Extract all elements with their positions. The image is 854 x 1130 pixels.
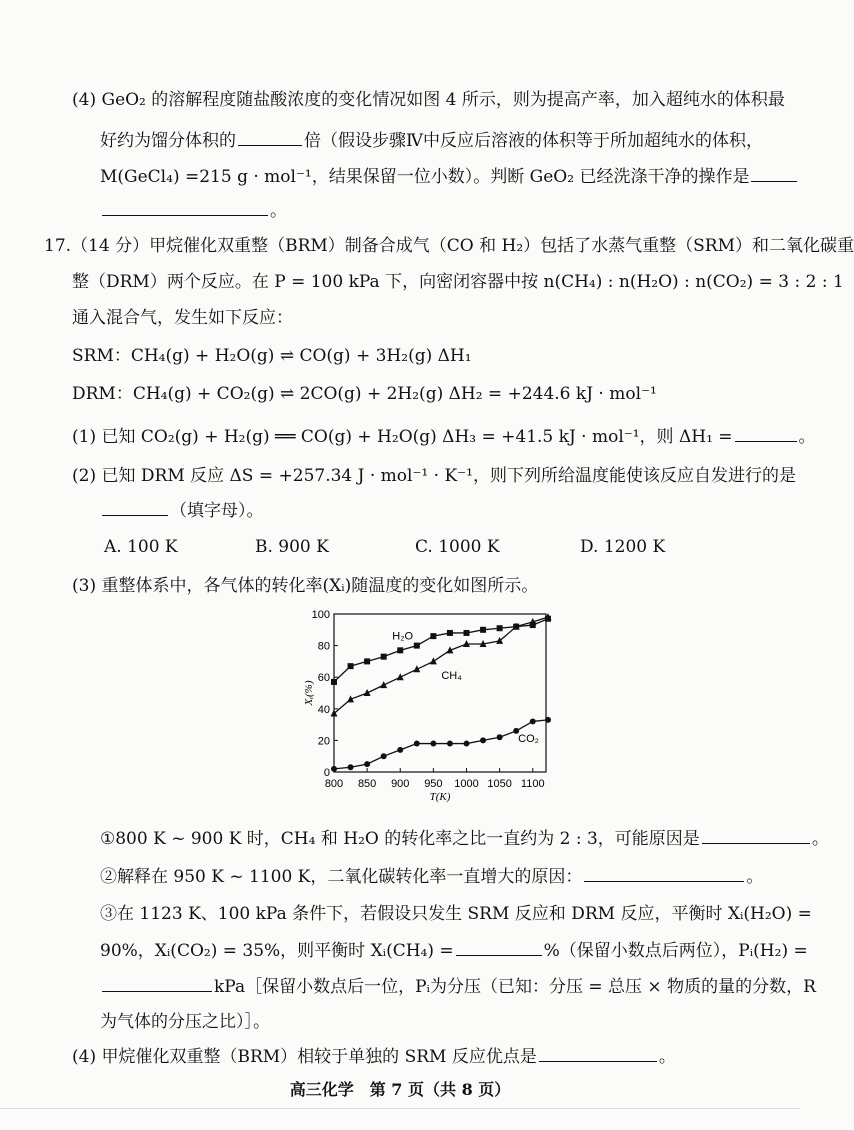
q17-intro-line3: 通入混合气，发生如下反应：	[72, 308, 293, 328]
data-point-co2	[545, 717, 551, 723]
data-point-h2o	[331, 679, 337, 685]
chart-series	[331, 613, 552, 772]
q16-4-line3-text: M(GeCl₄) =215 g · mol⁻¹，结果保留一位小数）。判断 GeO₂ 已经洗涤干净的操作是	[100, 167, 750, 187]
y-tick-label: 80	[317, 640, 330, 653]
data-point-h2o	[397, 647, 403, 653]
y-tick-label: 20	[317, 735, 330, 748]
data-point-co2	[331, 766, 337, 772]
x-tick-label: 850	[357, 778, 377, 790]
y-tick-label: 0	[323, 767, 330, 779]
x-tick-label: 1050	[487, 778, 512, 790]
q16-4-line4	[100, 198, 287, 223]
answer-blank-17-2[interactable]	[102, 498, 168, 516]
option-b[interactable]: B. 900 K	[255, 537, 329, 557]
q17-3-sub3-text-a: 90%，Xᵢ(CO₂) = 35%，则平衡时 Xᵢ(CH₄) =	[100, 941, 454, 961]
data-point-co2	[414, 741, 420, 747]
option-c[interactable]: C. 1000 K	[415, 537, 500, 557]
q16-4-line1: (4) GeO₂ 的溶解程度随盐酸浓度的变化情况如图 4 所示，则为提高产率，加入超纯水的体积最	[72, 90, 785, 110]
srm-equation: SRM：CH₄(g) + H₂O(g) ⇌ CO(g) + 3H₂(g) ΔH₁	[72, 346, 472, 366]
data-point-h2o	[430, 633, 436, 639]
data-point-h2o	[464, 630, 470, 636]
q17-3-sub3-text-b: %（保留小数点后两位），Pᵢ(H₂) =	[543, 941, 808, 961]
q17-3-sub3-line1: ③在 1123 K、100 kPa 条件下，若假设只发生 SRM 反应和 DRM 反应，平衡时 Xᵢ(H₂O) =	[100, 904, 812, 924]
data-point-h2o	[447, 630, 453, 636]
q17-part2-line1: (2) 已知 DRM 反应 ΔS = +257.34 J · mol⁻¹ · K⁻¹，则下列所给温度能使该反应自发进行的是	[72, 466, 796, 486]
q17-part1	[72, 424, 816, 449]
answer-blank-17-3-2[interactable]	[584, 864, 744, 882]
q17-part1-end: 。	[798, 427, 816, 447]
q17-part2-line2	[100, 498, 264, 523]
bottom-rule	[0, 1108, 800, 1109]
page-footer: 高三化学 第 7 页（共 8 页）	[289, 1080, 511, 1099]
answer-blank-17-3-3a[interactable]	[456, 938, 542, 956]
q17-3-sub2-end: 。	[746, 867, 764, 887]
q17-part4	[72, 1044, 676, 1069]
data-point-h2o	[348, 663, 354, 669]
data-point-co2	[447, 741, 453, 747]
q17-3-sub3-text-c: kPa［保留小数点后一位，Pᵢ为分压（已知：分压 = 总压 × 物质的量的分数，R	[214, 977, 816, 997]
q17-3-sub3-line3	[100, 974, 816, 999]
q17-3-sub3-line4: 为气体的分压之比）］。	[100, 1012, 270, 1032]
series-label-0: H₂O	[392, 630, 414, 643]
y-tick-label: 60	[317, 672, 330, 685]
q16-4-line2-text-a: 好约为馏分体积的	[100, 131, 236, 151]
q16-4-line4-end: 。	[270, 201, 287, 221]
q17-3-sub1	[100, 826, 829, 851]
q17-3-sub2-text: ②解释在 950 K ~ 1100 K，二氧化碳转化率一直增大的原因：	[100, 867, 583, 887]
q17-part4-end: 。	[658, 1047, 676, 1067]
answer-blank-17-3-3b[interactable]	[102, 974, 212, 992]
data-point-co2	[381, 753, 387, 759]
x-tick-label: 1100	[520, 778, 545, 790]
chart-axes	[303, 609, 546, 803]
data-point-h2o	[497, 625, 503, 631]
data-point-co2	[364, 761, 370, 767]
x-axis-label: T(K)	[429, 791, 451, 803]
q16-4-line2	[100, 128, 763, 153]
y-tick-label: 40	[317, 703, 330, 716]
q17-part2-line2-text: （填字母）。	[170, 501, 264, 521]
series-line-1	[334, 617, 548, 713]
data-point-h2o	[381, 654, 387, 660]
answer-blank-17-1[interactable]	[735, 424, 797, 442]
x-tick-label: 800	[324, 778, 344, 790]
data-point-co2	[430, 741, 436, 747]
answer-blank-17-4[interactable]	[539, 1044, 657, 1062]
q17-3-sub1-text: ①800 K ~ 900 K 时，CH₄ 和 H₂O 的转化率之比一直约为 2 : 3，可能原因是	[100, 829, 700, 849]
answer-blank-16-4b[interactable]	[751, 164, 797, 182]
q17-part3-intro: (3) 重整体系中，各气体的转化率(Xᵢ)随温度的变化如图所示。	[72, 576, 539, 596]
answer-blank-17-3-1[interactable]	[702, 826, 810, 844]
data-point-co2	[348, 764, 354, 770]
x-tick-label: 1000	[454, 778, 479, 790]
answer-blank-16-4b-cont[interactable]	[102, 198, 268, 216]
x-tick-label: 900	[391, 778, 410, 790]
data-point-co2	[480, 737, 486, 743]
q17-3-sub1-end: 。	[811, 829, 829, 849]
option-d[interactable]: D. 1200 K	[580, 537, 666, 557]
q17-part1-text: (1) 已知 CO₂(g) + H₂(g) ══ CO(g) + H₂O(g) ΔH₃ = +41.5 kJ · mol⁻¹，则 ΔH₁ =	[72, 427, 733, 447]
y-axis-label: Xᵢ(%)	[303, 680, 315, 706]
data-point-co2	[397, 747, 403, 753]
q17-intro-line2: 整（DRM）两个反应。在 P = 100 kPa 下，向密闭容器中按 n(CH₄) : n(H₂O) : n(CO₂) = 3 : 2 : 1	[72, 272, 844, 292]
data-point-h2o	[364, 658, 370, 664]
data-point-co2	[497, 734, 503, 740]
q16-4-line2-text-b: 倍（假设步骤Ⅳ中反应后溶液的体积等于所加超纯水的体积，	[304, 131, 763, 151]
data-point-h2o	[414, 643, 420, 649]
q17-intro-line1: 17.（14 分）甲烷催化双重整（BRM）制备合成气（CO 和 H₂）包括了水蒸气重整（SRM）和二氧化碳重	[44, 236, 854, 256]
drm-equation: DRM：CH₄(g) + CO₂(g) ⇌ 2CO(g) + 2H₂(g) ΔH₂ = +244.6 kJ · mol⁻¹	[72, 384, 657, 404]
q16-4-line3	[100, 164, 799, 189]
y-tick-label: 100	[311, 609, 330, 621]
answer-blank-16-4a[interactable]	[238, 128, 302, 146]
series-label-1: CH₄	[441, 669, 462, 682]
data-point-ch4	[430, 657, 437, 664]
data-point-co2	[464, 741, 470, 747]
q17-part4-text: (4) 甲烷催化双重整（BRM）相较于单独的 SRM 反应优点是	[72, 1047, 537, 1067]
data-point-h2o	[480, 627, 486, 633]
conversion-rate-chart	[300, 604, 570, 810]
q17-3-sub2	[100, 864, 763, 889]
series-label-2: CO₂	[518, 732, 539, 745]
x-tick-label: 950	[424, 778, 443, 790]
option-a[interactable]: A. 100 K	[104, 537, 178, 557]
data-point-co2	[530, 718, 536, 724]
q17-3-sub3-line2	[100, 938, 808, 963]
